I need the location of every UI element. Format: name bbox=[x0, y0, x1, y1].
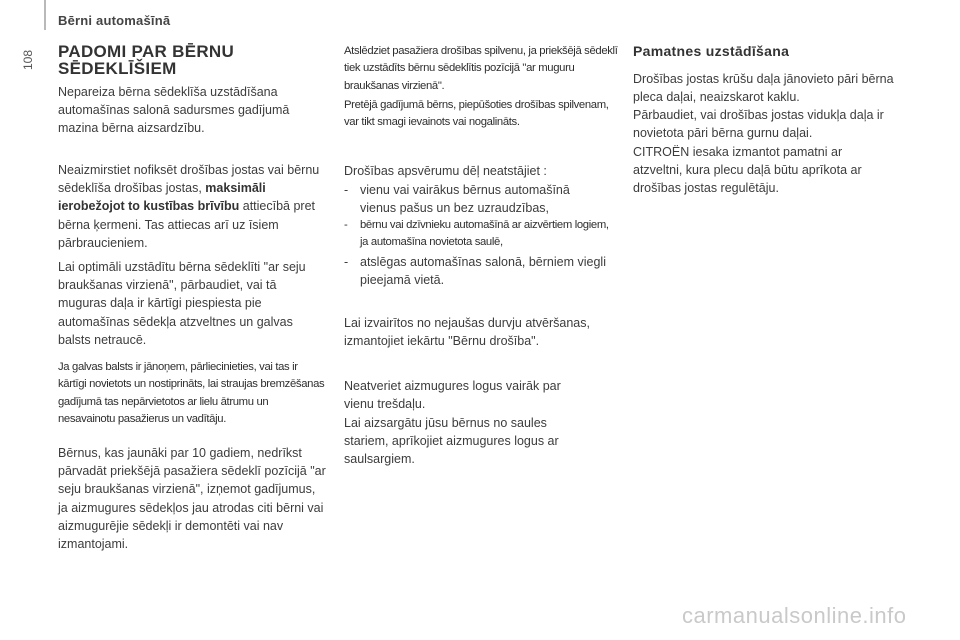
column1-paragraph-5: Bērnus, kas jaunāki par 10 gadiem, nedrīkst pārvadāt priekšējā pasažiera sēdeklī pozīcijā "ar seju braukšanas virzienā", izņemot gadījumus, ja aizmugures sēdekļos jau atrodas citi bērni vai aizmugurējie sēdekļi ir demontēti vai nav izmantojami. bbox=[58, 446, 326, 552]
column1-paragraph-2 bbox=[58, 161, 326, 252]
column1-title: PADOMI PAR BĒRNU SĒDEKLĪŠIEM bbox=[58, 42, 235, 78]
column2-paragraph-1: Atslēdziet pasažiera drošības spilvenu, ja priekšējā sēdeklī tiek uzstādīts bērnu sēdeklītis pozīcijā "ar muguru braukšanas virzienā". bbox=[344, 45, 618, 92]
list-dash: - bbox=[344, 255, 349, 269]
column3-paragraph-2: Pārbaudiet, vai drošības jostas vidukļa daļa ir novietota pāri bērna gurnu daļai. bbox=[633, 108, 884, 141]
column1-paragraph-2-end: attiecībā pret bērna ķermeni. Tas attiecas arī uz īsiem pārbraucieniem. bbox=[58, 199, 316, 250]
page-number: 108 bbox=[21, 49, 35, 71]
list-item bbox=[344, 253, 606, 289]
list-item-text: atslēgas automašīnas salonā, bērniem viegli pieejamā vietā. bbox=[360, 255, 606, 288]
column1-paragraph-2-start: Neaizmirstiet nofiksēt drošības jostas vai bērnu sēdeklīša drošības jostas, bbox=[58, 163, 320, 196]
list-item-text: vienu vai vairākus bērnus automašīnā vienus pašus un bez uzraudzības, bbox=[360, 183, 570, 216]
column1-paragraph-4: Ja galvas balsts ir jānoņem, pārliecinieties, vai tas ir kārtīgi novietots un nostiprināts, lai straujas bremzēšanas gadījumā tas nepārvietotos ar lielu ātrumu un nesavainotu pasažierus un vadītāju. bbox=[58, 361, 325, 426]
list-dash: - bbox=[344, 183, 349, 197]
section-title: Bērni automašīnā bbox=[58, 13, 171, 28]
column1-paragraph-1: Nepareiza bērna sēdeklīša uzstādīšana automašīnas salonā sadursmes gadījumā mazina bērna aizsardzību. bbox=[58, 85, 290, 136]
list-item-text: bērnu vai dzīvnieku automašīnā ar aizvērtiem logiem, ja automašīna novietota saulē, bbox=[360, 219, 609, 249]
column2-paragraph-3: Drošības apsvērumu dēļ neatstājiet : bbox=[344, 164, 547, 178]
list-item bbox=[344, 181, 606, 217]
column1-paragraph-3: Lai optimāli uzstādītu bērna sēdeklīti "ar seju braukšanas virzienā", pārbaudiet, vai tā muguras daļa ir kārtīgi piespiesta pie automašīnas sēdekļa atzveltnes un galvas balsts netraucē. bbox=[58, 260, 306, 347]
list-dash: - bbox=[344, 219, 348, 231]
column2-paragraph-5: Neatveriet aizmugures logus vairāk par vienu trešdaļu. bbox=[344, 379, 561, 412]
column2-paragraph-2: Pretējā gadījumā bērns, piepūšoties drošības spilvenam, var tikt smagi ievainots vai nogalināts. bbox=[344, 99, 609, 129]
column1-paragraph-2-bold: maksimāli ierobežojot to kustības brīvību bbox=[58, 181, 266, 214]
column3-paragraph-1: Drošības jostas krūšu daļa jānovieto pāri bērna pleca daļai, neaizskarot kaklu. bbox=[633, 72, 894, 105]
column3-title: Pamatnes uzstādīšana bbox=[633, 43, 790, 59]
watermark: carmanualsonline.info bbox=[682, 603, 907, 628]
header-side-bar bbox=[44, 0, 46, 30]
list-item bbox=[344, 217, 616, 252]
column3-paragraph-3: CITROËN iesaka izmantot pamatni ar atzveltni, kura plecu daļā būtu aprīkota ar drošības jostas regulētāju. bbox=[633, 145, 862, 196]
column2-paragraph-4: Lai izvairītos no nejaušas durvju atvēršanas, izmantojiet iekārtu "Bērnu drošība". bbox=[344, 316, 590, 349]
column2-paragraph-6: Lai aizsargātu jūsu bērnus no saules stariem, aprīkojiet aizmugures logus ar saulsargiem. bbox=[344, 416, 559, 467]
